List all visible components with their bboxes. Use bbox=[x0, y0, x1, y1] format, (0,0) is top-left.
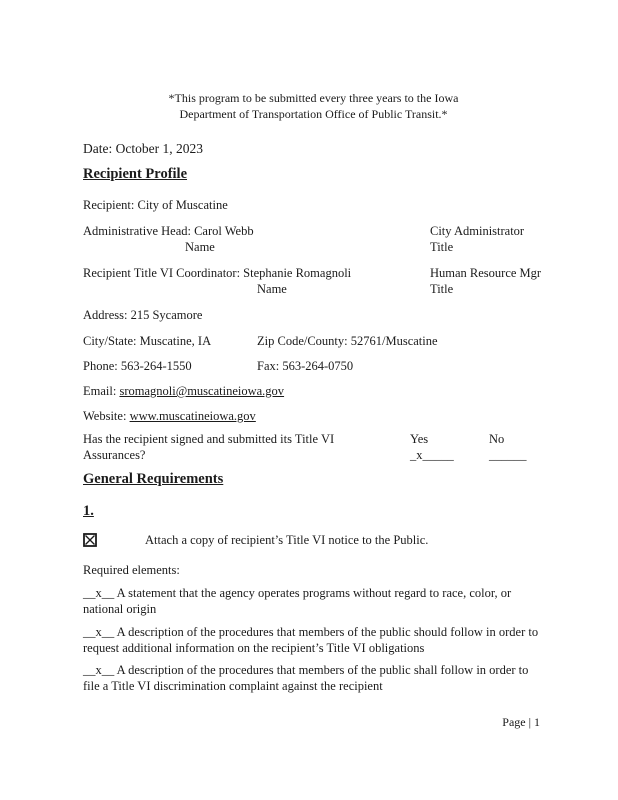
email-link[interactable]: sromagnoli@muscatineiowa.gov bbox=[119, 384, 285, 398]
email-line bbox=[83, 383, 544, 399]
administrative-head-row bbox=[83, 223, 544, 255]
required-element-3: __x__ A description of the procedures that members of the public shall follow in order to file a Title VI discrimination complaint against the recipient bbox=[83, 663, 529, 693]
header-note-line2: Department of Transportation Office of Public Transit.* bbox=[179, 107, 448, 121]
attach-notice-row bbox=[83, 532, 544, 551]
fax-line: Fax: 563-264-0750 bbox=[257, 359, 354, 373]
recipient-line: Recipient: City of Muscatine bbox=[83, 198, 228, 212]
date-line: Date: October 1, 2023 bbox=[83, 141, 203, 156]
email-label: Email: bbox=[83, 384, 120, 398]
coordinator-name-caption: Name bbox=[257, 282, 287, 296]
administrative-head-line: Administrative Head: Carol Webb bbox=[83, 224, 254, 238]
coordinator-line: Recipient Title VI Coordinator: Stephanie Romagnoli bbox=[83, 266, 352, 280]
phone-line: Phone: 563-264-1550 bbox=[83, 359, 192, 373]
admin-title-caption: Title bbox=[430, 240, 454, 254]
coordinator-title-value: Human Resource Mgr bbox=[430, 266, 542, 280]
address-line: Address: 215 Sycamore bbox=[83, 308, 203, 322]
assurances-no-field: No ______ bbox=[489, 432, 527, 462]
city-state-line: City/State: Muscatine, IA bbox=[83, 334, 212, 348]
website-line bbox=[83, 408, 544, 424]
required-elements-label: Required elements: bbox=[83, 563, 180, 577]
city-zip-row bbox=[83, 333, 544, 349]
page-number: Page | 1 bbox=[502, 715, 540, 729]
administrative-head-title-cell bbox=[430, 223, 544, 255]
coordinator-title-cell bbox=[430, 265, 544, 297]
coordinator-title-caption: Title bbox=[430, 282, 454, 296]
website-label: Website: bbox=[83, 409, 130, 423]
header-note bbox=[83, 90, 544, 122]
checked-checkbox-icon bbox=[83, 533, 97, 551]
recipient-profile-heading: Recipient Profile bbox=[83, 166, 188, 182]
website-link[interactable]: www.muscatineiowa.gov bbox=[129, 409, 256, 423]
administrative-head-cell bbox=[83, 223, 430, 255]
header-note-line1: *This program to be submitted every three years to the Iowa bbox=[168, 91, 459, 105]
assurances-line bbox=[83, 431, 544, 463]
phone-fax-row bbox=[83, 358, 544, 374]
zip-county-line: Zip Code/County: 52761/Muscatine bbox=[257, 334, 438, 348]
assurances-question: Has the recipient signed and submitted its Title VI Assurances? bbox=[83, 432, 335, 462]
admin-title-value: City Administrator bbox=[430, 224, 525, 238]
required-element-1: __x__ A statement that the agency operates programs without regard to race, color, or national origin bbox=[83, 586, 512, 616]
admin-name-caption: Name bbox=[185, 240, 215, 254]
general-requirements-heading: General Requirements bbox=[83, 471, 224, 487]
coordinator-row bbox=[83, 265, 544, 297]
coordinator-cell bbox=[83, 265, 430, 297]
required-element-2: __x__ A description of the procedures that members of the public should follow in order to request additional information on the recipient’s Title VI obligations bbox=[83, 625, 539, 655]
assurances-yes-field: Yes _x_____ bbox=[409, 432, 454, 462]
item-1-number: 1. bbox=[83, 503, 94, 519]
attach-notice-text: Attach a copy of recipient’s Title VI notice to the Public. bbox=[145, 533, 429, 547]
